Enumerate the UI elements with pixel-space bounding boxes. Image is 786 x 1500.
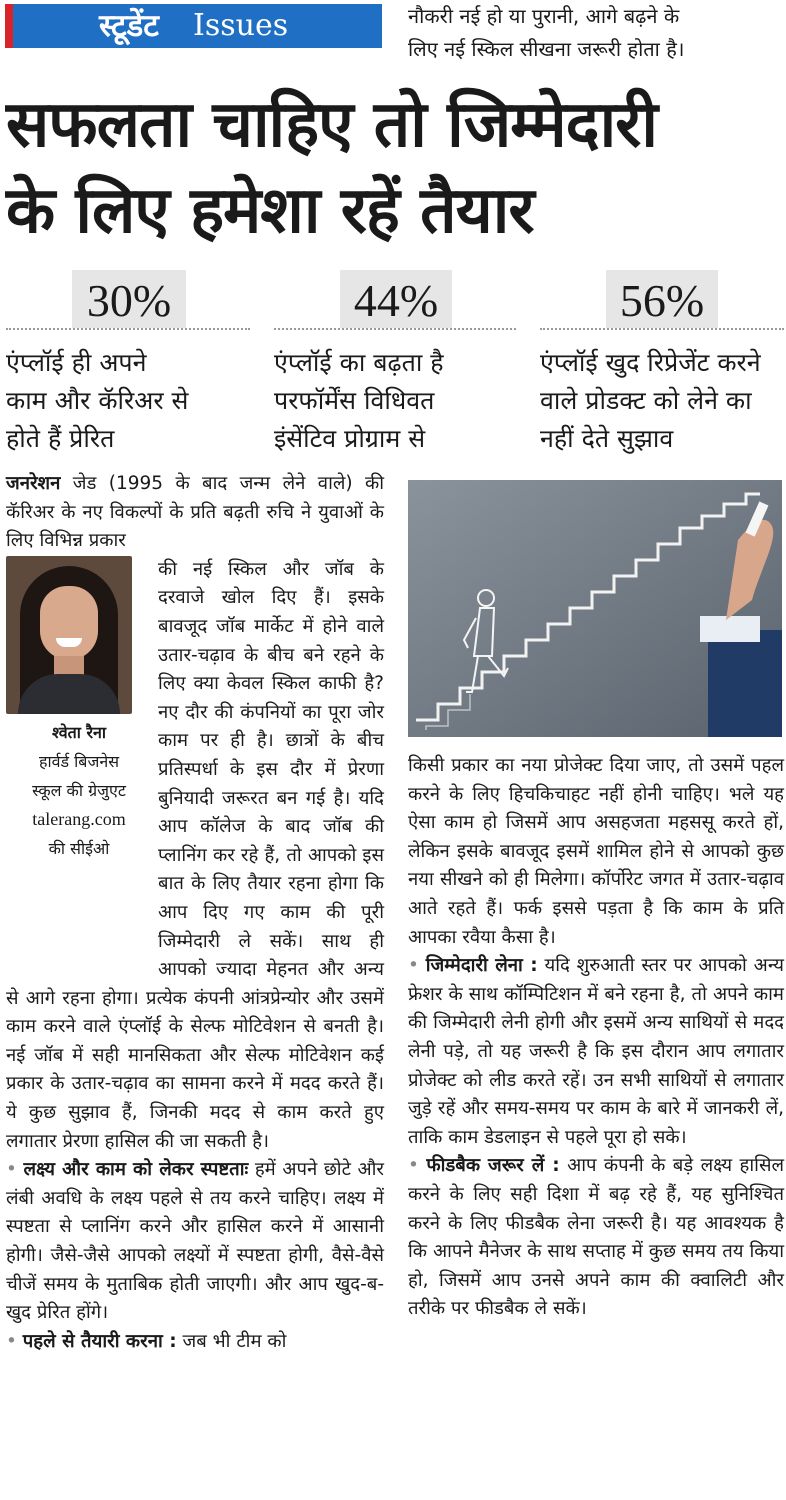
stat-line: एंप्लॉई ही अपने bbox=[6, 348, 147, 377]
lead-word: जनरेशन bbox=[6, 473, 61, 494]
bullet-heading: फीडबैक जरूर लें : bbox=[426, 1155, 560, 1177]
author-line: स्कूल की ग्रेजुएट bbox=[32, 780, 126, 800]
author-name: श्वेता रैना bbox=[51, 722, 107, 742]
section-tag-prefix: स्टूडेंट bbox=[99, 8, 159, 44]
stat-block bbox=[540, 270, 784, 458]
stat-description bbox=[6, 344, 250, 458]
intro-blurb-line: लिए नई स्किल सीखना जरूरी होता है। bbox=[408, 37, 685, 61]
stat-line: वाले प्रोडक्ट को लेने का bbox=[540, 386, 752, 415]
section-tag-accent bbox=[5, 4, 13, 48]
bullet-dot-icon: • bbox=[408, 1155, 427, 1177]
author-role: की सीईओ bbox=[48, 838, 110, 858]
author-box bbox=[6, 556, 152, 974]
bullet-dot-icon: • bbox=[408, 955, 426, 977]
author-line: हार्वर्ड बिजनेस bbox=[38, 751, 120, 771]
stat-line: परफॉर्मेंस विधिवत bbox=[274, 386, 435, 415]
stat-description bbox=[274, 344, 516, 458]
stat-line: इंसेंटिव प्रोग्राम से bbox=[274, 424, 426, 453]
lead-text-start: जेड (1995 के बाद जन्म लेने वाले) की कॅरिअर के नए विकल्पों के प्रति बढ़ती रुचि ने युवाओं के लिए विभिन्न प्रकार bbox=[6, 473, 384, 552]
bullet-text: हमें अपने छोटे और लंबी अवधि के लक्ष्य पहले से तय करने चाहिए। लक्ष्य में स्पष्टता से प्लानिंग करने और हासिल करने में आसानी होगी। जैसे-जैसे आपको लक्ष्यों में स्पष्टता होगी, वैसे-वैसे चीजें समय के मुताबिक होती जाएगी। और आप खुद-ब-खुद प्रेरित होंगे। bbox=[6, 1159, 384, 1324]
intro-blurb-line: नौकरी नई हो या पुरानी, आगे बढ़ने के bbox=[408, 4, 680, 28]
intro-blurb bbox=[408, 0, 782, 66]
bullet-clarity bbox=[6, 1156, 384, 1328]
bullet-responsibility bbox=[408, 952, 784, 1152]
bullet-preparation bbox=[6, 1328, 384, 1357]
stat-value: 56% bbox=[606, 270, 718, 328]
author-site: talerang.com bbox=[32, 808, 126, 829]
article-left-column bbox=[6, 470, 384, 1356]
stat-line: नहीं देते सुझाव bbox=[540, 424, 674, 453]
bullet-text: यदि शुरुआती स्तर पर आपको अन्य फ्रेशर के साथ कॉम्पिटिशन में बने रहना है, तो अपने काम की जिम्मेदारी लेनी होगी और इसमें अन्य साथियों से मदद लेनी पड़े, तो यह जरूरी है कि इस दौरान आप लगातार प्रोजेक्ट को लीड करते रहें। उन सभी साथियों से लगातार जुड़े रहें और समय-समय पर काम के बारे में जानकरी लें, ताकि काम डेडलाइन से पहले पूरा हो सके। bbox=[408, 955, 785, 1148]
section-tag-suffix: Issues bbox=[193, 8, 289, 43]
article-lead-paragraph bbox=[6, 470, 384, 1156]
stat-divider bbox=[540, 328, 784, 330]
bullet-feedback bbox=[408, 1152, 784, 1324]
staircase-drawing bbox=[408, 480, 782, 737]
stat-line: काम और कॅरिअर से bbox=[6, 386, 189, 415]
headline-line: के लिए हमेशा रहें तैयार bbox=[6, 174, 534, 248]
stat-line: होते हैं प्रेरित bbox=[6, 424, 115, 453]
article-right-column bbox=[408, 752, 784, 1324]
stat-divider bbox=[6, 328, 250, 330]
stat-block bbox=[6, 270, 250, 458]
author-credit bbox=[6, 714, 152, 863]
bullet-heading: जिम्मेदारी लेना : bbox=[425, 955, 538, 977]
headline-line: सफलता चाहिए तो जिम्मेदारी bbox=[6, 88, 657, 162]
bullet-dot-icon: • bbox=[6, 1159, 24, 1181]
staircase-illustration bbox=[408, 480, 782, 737]
section-tag bbox=[5, 4, 382, 48]
bullet-text: आप कंपनी के बड़े लक्ष्य हासिल करने के लिए सही दिशा में बढ़ रहे हैं, यह सुनिश्चित करने के लिए फीडबैक लेना जरूरी है। यह आवश्यक है कि आपने मैनेजर के साथ सप्ताह में कुछ समय तय किया हो, जिसमें आप उनसे अपने काम की क्वालिटी और तरीके पर फीडबैक ले सकें। bbox=[408, 1155, 785, 1320]
bullet-text: जब भी टीम को bbox=[176, 1330, 287, 1352]
author-photo bbox=[6, 556, 132, 714]
headline bbox=[6, 82, 782, 254]
right-paragraph: किसी प्रकार का नया प्रोजेक्ट दिया जाए, तो उसमें पहल करने के लिए हिचकिचाहट नहीं होनी चाहिए। भले यह ऐसा काम हो जिसमें आप असहजता महससू करते हों, लेकिन इसके बावजूद इसमें शामिल होने से आपको कुछ नया सीखने को ही मिलेगा। कॉर्पोरेट जगत में उतार-चढ़ाव आते रहते हैं। फर्क इससे पड़ता है कि काम के प्रति आपका रवैया कैसा है। bbox=[408, 755, 784, 948]
stat-block bbox=[274, 270, 516, 458]
stat-line: एंप्लॉई का बढ़ता है bbox=[274, 348, 444, 377]
stat-line: एंप्लॉई खुद रिप्रेजेंट करने bbox=[540, 348, 761, 377]
bullet-heading: पहले से तैयारी करना : bbox=[22, 1330, 177, 1352]
bullet-heading: लक्ष्य और काम को लेकर स्पष्टताः bbox=[23, 1159, 249, 1181]
stat-divider bbox=[274, 328, 516, 330]
bullet-dot-icon: • bbox=[6, 1330, 23, 1352]
stat-value: 44% bbox=[340, 270, 452, 328]
stat-value: 30% bbox=[72, 270, 186, 328]
stat-description bbox=[540, 344, 784, 458]
lead-text-rest: की नई स्किल और जॉब के दरवाजे खोल दिए हैं। इसके बावजूद जॉब मार्केट में होने वाले उतार-चढ़ाव के बीच बने रहने के लिए क्या केवल स्किल काफी है? नए दौर की कंपनियों का पूरा जोर काम पर ही है। छात्रों के बीच प्रतिस्पर्धा के इस दौर में प्रेरणा बुनियादी जरूरत बन गई है। यदि आप कॉलेज के बाद जॉब की प्लानिंग कर रहे हैं, तो आपको इस बात के लिए तैयार रहना होगा कि आप दिए गए काम की पूरी जिम्मेदारी ले सकें। साथ ही आपको ज्यादा मेहनत और अन्य से आगे रहना होगा। प्रत्येक कंपनी आंत्रप्रेन्योर और उसमें काम करने वाले एंप्लॉई के सेल्फ मोटिवेशन से बनती है। नई जॉब में सही मानसिकता और सेल्फ मोटिवेशन कई प्रकार के उतार-चढ़ाव का सामना करने में मदद करते हैं। ये कुछ सुझाव हैं, जिनकी मदद से काम करते हुए लगातार प्रेरणा हासिल की जा सकती है। bbox=[6, 558, 384, 1152]
